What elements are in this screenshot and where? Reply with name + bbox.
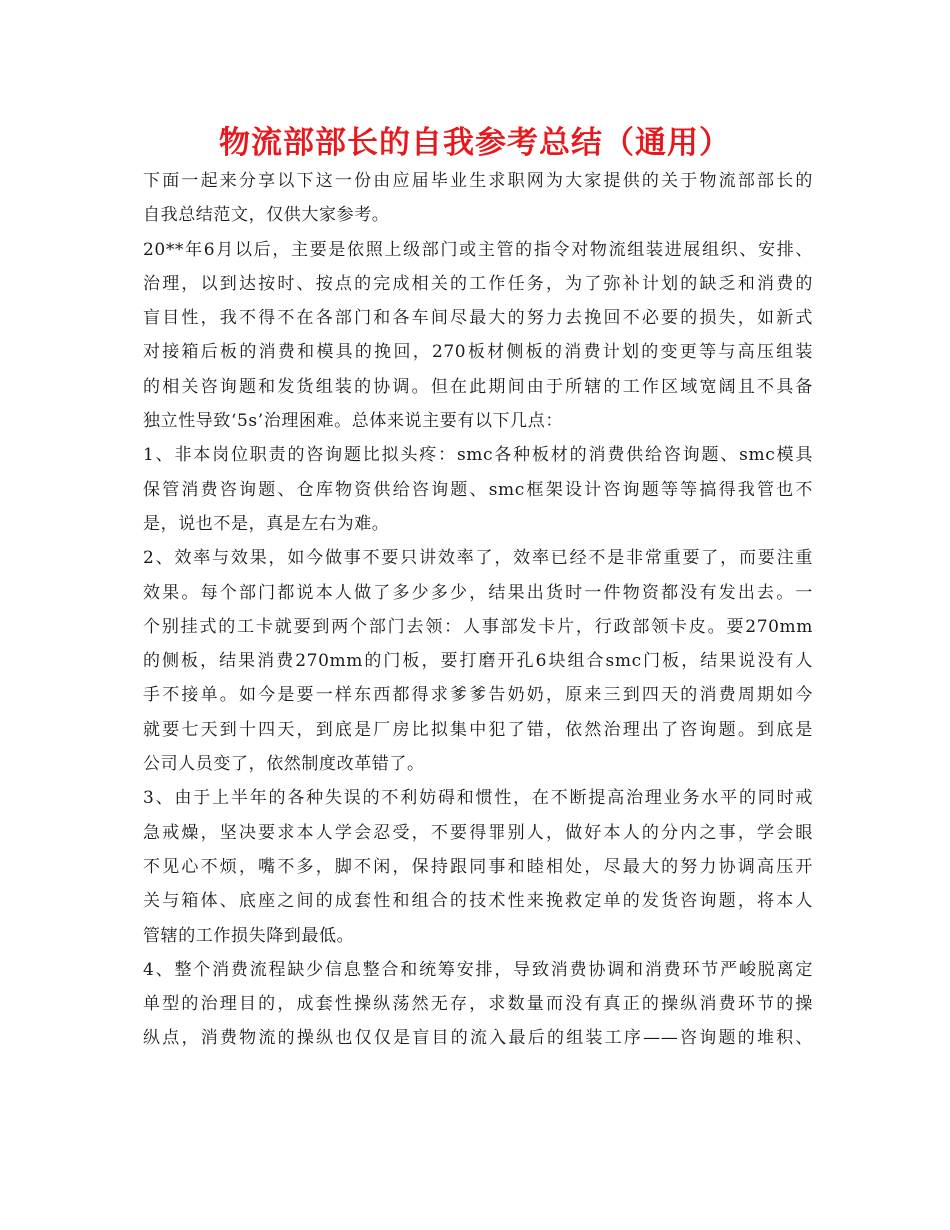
text-line: 盲目性，我不得不在各部门和各车间尽最大的努力去挽回不必要的损失，如新式: [143, 308, 813, 329]
text-line: 不见心不烦，嘴不多，脚不闲，保持跟同事和睦相处，尽最大的努力协调高压开: [143, 856, 813, 877]
text-line: 治理，以到达按时、按点的完成相关的工作任务，为了弥补计划的缺乏和消费的: [143, 273, 813, 294]
text-line: 1、非本岗位职责的咨询题比拟头疼：smc各种板材的消费供给咨询题、smc模具: [143, 445, 813, 466]
text-line: 保管消费咨询题、仓库物资供给咨询题、smc框架设计咨询题等等搞得我管也不: [143, 479, 813, 500]
text-line: 的相关咨询题和发货组装的协调。但在此期间由于所辖的工作区域宽阔且不具备: [143, 376, 813, 397]
document-title: 物流部部长的自我参考总结（通用）: [219, 125, 731, 161]
text-line: 就要七天到十四天，到底是厂房比拟集中犯了错，依然治理出了咨询题。到底是: [143, 719, 813, 740]
text-line: 独立性导致‘5s’治理困难。总体来说主要有以下几点：: [143, 411, 563, 432]
text-line: 公司人员变了，依然制度改革错了。: [143, 754, 425, 775]
text-line: 的侧板，结果消费270mm的门板，要打磨开孔6块组合smc门板，结果说没有人: [143, 651, 813, 672]
text-line: 管辖的工作损失降到最低。: [143, 925, 355, 946]
text-line: 手不接单。如今是要一样东西都得求爹爹告奶奶，原来三到四天的消费周期如今: [143, 685, 813, 706]
text-line: 3、由于上半年的各种失误的不利妨碍和惯性，在不断提高治理业务水平的同时戒: [143, 788, 813, 809]
text-line: 2、效率与效果，如今做事不要只讲效率了，效率已经不是非常重要了，而要注重: [143, 548, 813, 569]
document-body: [143, 164, 813, 1056]
text-line: 自我总结范文，仅供大家参考。: [143, 205, 390, 226]
text-line: 4、整个消费流程缺少信息整合和统筹安排，导致消费协调和消费环节严峻脱离定: [143, 959, 813, 980]
text-line: 单型的治理目的，成套性操纵荡然无存，求数量而没有真正的操纵消费环节的操: [143, 994, 813, 1015]
text-line: 下面一起来分享以下这一份由应届毕业生求职网为大家提供的关于物流部部长的: [143, 171, 813, 191]
text-line: 效果。每个部门都说本人做了多少多少，结果出货时一件物资都没有发出去。一: [143, 582, 813, 603]
text-line: 个别挂式的工卡就要到两个部门去领：人事部发卡片，行政部领卡皮。要270mm: [143, 616, 813, 637]
text-line: 关与箱体、底座之间的成套性和组合的技术性来挽救定单的发货咨询题，将本人: [143, 891, 813, 912]
text-line: 20**年6月以后，主要是依照上级部门或主管的指令对物流组装进展组织、安排、: [143, 239, 813, 260]
text-line: 对接箱后板的消费和模具的挽回，270板材侧板的消费计划的变更等与高压组装: [143, 342, 813, 363]
text-line: 是，说也不是，真是左右为难。: [143, 513, 390, 534]
text-line: 纵点，消费物流的操纵也仅仅是盲目的流入最后的组装工序——咨询题的堆积、: [143, 1028, 813, 1049]
text-line: 急戒燥，坚决要求本人学会忍受，不要得罪别人，做好本人的分内之事，学会眼: [143, 822, 813, 843]
